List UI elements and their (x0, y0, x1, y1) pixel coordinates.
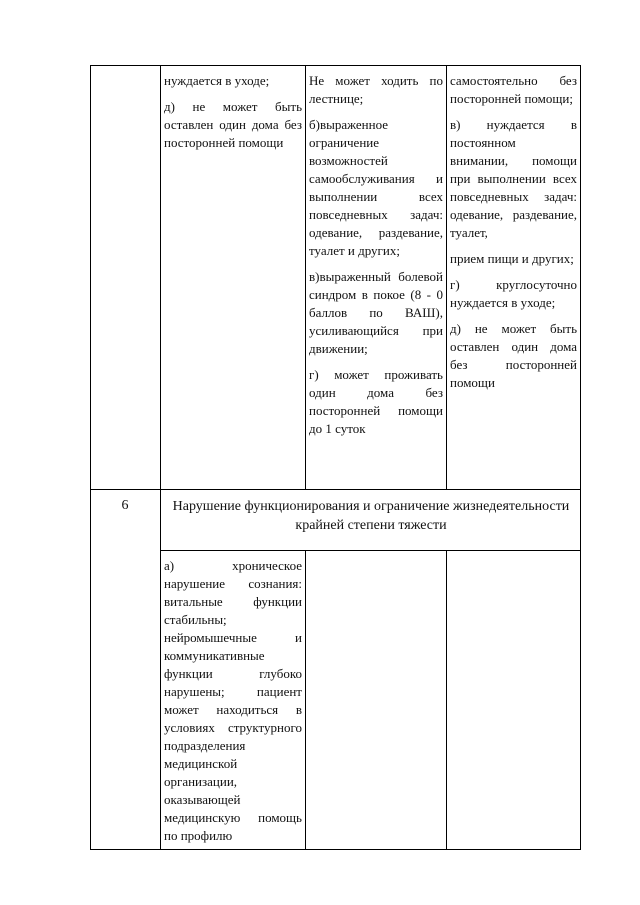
continued-row-col3 (309, 72, 443, 438)
row6-col2-paragraph: а) хроническое нарушение сознания: витальные функции стабильны; нейромышечные и коммуникативные функции глубоко нарушены; пациент может находиться в условиях структурного подразделения медицинской организации, оказывающей медицинскую помощь по профилю (164, 558, 302, 843)
col2-paragraph-2: д) не может быть оставлен один дома без посторонней помощи (164, 99, 302, 150)
row6-col2 (164, 557, 302, 845)
table-right-border (580, 65, 581, 850)
col3-paragraph-2: б)выраженное ограничение возможностей самообслуживания и выполнении всех повседневных задач: одевание, раздевание, туалет и других; (309, 117, 443, 258)
col4-paragraph-2: в) нуждается в постоянном внимании, помощи при выполнении всех повседневных задач: одевание, раздевание, туалет, (450, 117, 577, 240)
col-divider-3-lower (446, 550, 447, 850)
col-divider-3-upper (446, 65, 447, 489)
continued-row-col4 (450, 72, 577, 392)
col3-paragraph-1: Не может ходить по лестнице; (309, 73, 443, 106)
col2-paragraph-1: нуждается в уходе; (164, 73, 270, 88)
col4-paragraph-4: г) круглосуточно нуждается в уходе; (450, 277, 577, 310)
col4-paragraph-3: прием пищи и других; (450, 251, 574, 266)
table-top-border (90, 65, 581, 66)
row-number-6: 6 (121, 498, 129, 513)
col4-paragraph-5: д) не может быть оставлен один дома без посторонней помощи (450, 321, 577, 390)
heading-divider-6 (160, 550, 581, 551)
col-divider-2-lower (305, 550, 306, 850)
col-divider-2-upper (305, 65, 306, 489)
table-bottom-border (90, 849, 581, 850)
col3-paragraph-3: в)выраженный болевой синдром в покое (8 - 0 баллов по ВАШ), усиливающийся при движении; (309, 269, 443, 356)
col4-paragraph-1: самостоятельно без посторонней помощи; (450, 73, 577, 106)
table-left-border (90, 65, 91, 850)
col-divider-1 (160, 65, 161, 850)
col3-paragraph-4: г) может проживать один дома без посторонней помощи до 1 суток (309, 367, 443, 436)
row6-heading: Нарушение функционирования и ограничение жизнедеятельности крайней степени тяжести (172, 499, 570, 533)
row-divider-6 (90, 489, 581, 490)
continued-row-col2 (164, 72, 302, 152)
